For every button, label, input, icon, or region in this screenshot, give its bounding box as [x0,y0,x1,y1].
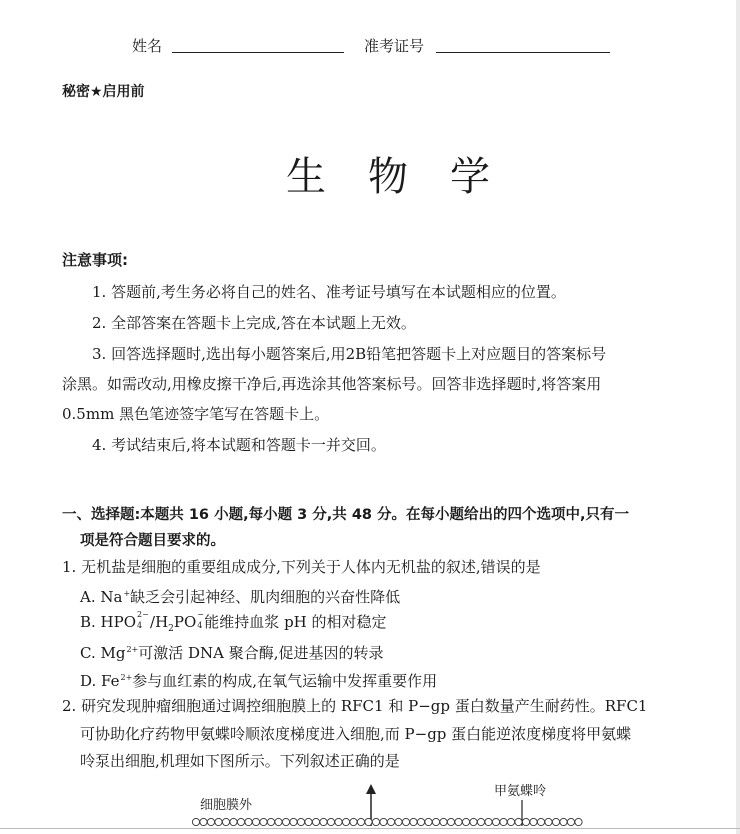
q1-option-d: D. $Fe^{2+}$参与血红素的构成,在氧气运输中发挥重要作用 [80,672,438,690]
notice-heading: 注意事项: [62,251,128,269]
phospholipid-head [432,818,439,825]
efflux-arrow-head [366,784,376,794]
phospholipid-heads [192,818,582,825]
q1-stem: 1. 无机盐是细胞的重要组成成分,下列关于人体内无机盐的叙述,错误的是 [62,558,541,576]
phospholipid-head [267,818,274,825]
phospholipid-head [395,818,402,825]
phospholipid-head [342,818,349,825]
phospholipid-head [567,818,574,825]
phospholipid-head [455,818,462,825]
phospholipid-head [380,818,387,825]
phospholipid-head [320,818,327,825]
page-edge [736,0,740,834]
phospholipid-head [297,818,304,825]
notice-item-3-line-1: 3. 回答选择题时,选出每小题答案后,用2B铅笔把答题卡上对应题目的答案标号 [92,345,607,363]
section-heading-line-1: 一、选择题:本题共 16 小题,每小题 3 分,共 48 分。在每小题给出的四个选项中,只有一 [62,507,630,523]
phospholipid-head [425,818,432,825]
phospholipid-head [560,818,567,825]
phospholipid-head [192,818,199,825]
phospholipid-head [372,818,379,825]
phospholipid-head [492,818,499,825]
phospholipid-head [530,818,537,825]
phospholipid-head [500,818,507,825]
figure-outside-label: 细胞膜外 [200,798,253,813]
notice-item-3-line-2: 涂黑。如需改动,用橡皮擦干净后,再选涂其他答案标号。回答非选择题时,将答案用 [62,375,602,393]
phospholipid-head [357,818,364,825]
phospholipid-head [462,818,469,825]
phospholipid-head [545,818,552,825]
phospholipid-head [282,818,289,825]
phospholipid-head [507,818,514,825]
phospholipid-head [305,818,312,825]
phospholipid-head [537,818,544,825]
phospholipid-head [275,818,282,825]
figure-drug-label: 甲氨蝶呤 [494,784,547,799]
section-heading-line-2: 项是符合题目要求的。 [80,533,225,549]
phospholipid-head [237,818,244,825]
exam-id-field-line [436,52,610,53]
phospholipid-head [230,818,237,825]
phospholipid-head [290,818,297,825]
phospholipid-head [245,818,252,825]
phospholipid-head [515,818,522,825]
exam-id-label: 准考证号 [364,37,425,55]
q2-stem-line-1: 2. 研究发现肿瘤细胞通过调控细胞膜上的 RFC1 和 P−gp 蛋白数量产生耐药性。RFC1 [62,697,648,715]
phospholipid-head [200,818,207,825]
phospholipid-head [552,818,559,825]
phospholipid-head [312,818,319,825]
phospholipid-head [350,818,357,825]
phospholipid-head [575,818,582,825]
phospholipid-head [327,818,334,825]
q2-stem-line-2: 可协助化疗药物甲氨蝶呤顺浓度梯度进入细胞,而 P−gp 蛋白能逆浓度梯度将甲氨蝶 [80,725,632,743]
phospholipid-head [417,818,424,825]
phospholipid-head [470,818,477,825]
secret-mark: 秘密★启用前 [62,84,145,100]
q1-option-c: C. $Mg^{2+}$可激活 DNA 聚合酶,促进基因的转录 [80,644,384,662]
page-title: 生物学 [286,154,532,200]
phospholipid-head [402,818,409,825]
phospholipid-head [222,818,229,825]
phospholipid-head [522,818,529,825]
name-field-line [172,52,344,53]
phospholipid-head [440,818,447,825]
phospholipid-head [207,818,214,825]
notice-item-3-line-3: 0.5mm 黑色笔迹签字笔写在答题卡上。 [62,405,330,423]
name-label: 姓名 [132,37,163,55]
phospholipid-head [260,818,267,825]
phospholipid-head [215,818,222,825]
q1-option-b: B. HPO 2− 4 $/H_2PO$ − 4 能维持血浆 pH 的相对稳定 [80,610,387,634]
phospholipid-head [477,818,484,825]
q1-option-a: A. Na+缺乏会引起神经、肌肉细胞的兴奋性降低 [80,588,401,606]
notice-item-1: 1. 答题前,考生务必将自己的姓名、准考证号填写在本试题相应的位置。 [92,283,566,301]
q2-stem-line-3: 呤泵出细胞,机理如下图所示。下列叙述正确的是 [80,752,400,770]
phospholipid-head [365,818,372,825]
notice-item-2: 2. 全部答案在答题卡上完成,答在本试题上无效。 [92,314,416,332]
phospholipid-head [387,818,394,825]
phospholipid-head [335,818,342,825]
phospholipid-head [447,818,454,825]
membrane-figure [0,780,740,834]
phospholipid-head [410,818,417,825]
phospholipid-head [252,818,259,825]
phospholipid-head [485,818,492,825]
notice-item-4: 4. 考试结束后,将本试题和答题卡一并交回。 [92,436,386,454]
page-bottom-rule [0,828,740,829]
